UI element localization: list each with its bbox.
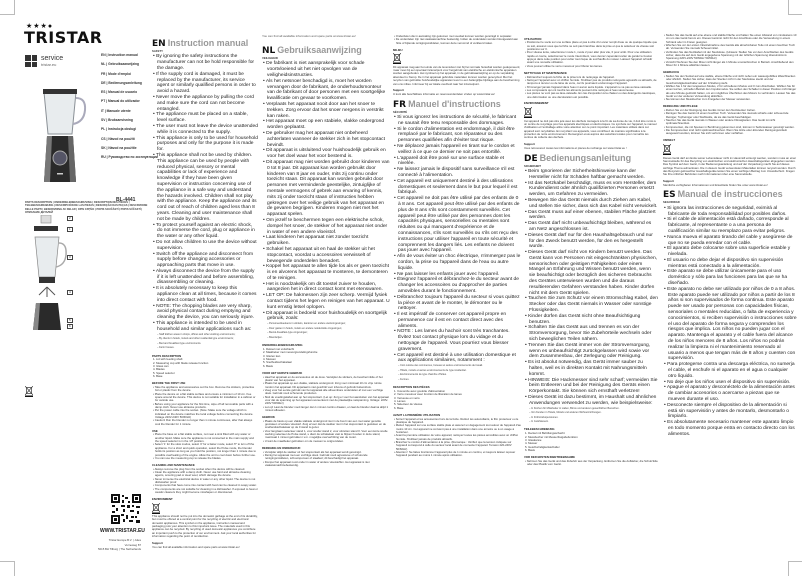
list-item: • Dit apparaat is uitsluitend voor huishoudelijk gebruik en voor het doel waar het voor bestemd is.: [262, 148, 390, 160]
list-item: • Positionner le socle sur une surface plane et pas à côté d'un évier rempli d'eau ou de quelque liquide que ce soit, assurez-vous que la fiche ne soit pas branchée dans la prise et que le sélecteur de vitesse soit positionné sur 0.: [524, 41, 658, 51]
instruction-list: [262, 348, 390, 368]
list-item: • No deje que los niños usen el dispositivo sin supervisión.: [663, 380, 797, 386]
weee-bin-icon: [152, 503, 160, 513]
list-item: • Débranchez toujours la fiche de la prise lors du nettoyage de l'appareil.: [524, 76, 658, 79]
instruction-list: [393, 35, 521, 45]
list-item: • Do not allow children to use the device without supervision.: [152, 240, 258, 252]
list-item: • Sortez l'appareil et les accessoires hors de la boîte. Retirez les autocollants, le film protecteur ou le plastique de l'appareil.: [393, 418, 521, 425]
list-item: – In Küchen für Mitarbeiter in Läden, Büros und anderen gewerblichen Bereichen.: [524, 407, 658, 412]
list-item: – Personeelskeukens in winkels, kantoren en andere werkomgevingen;: [262, 322, 390, 327]
instruction-list: [524, 432, 658, 452]
section-title: [524, 153, 658, 165]
language-code: DE: [524, 153, 538, 164]
callout-label: 1: [69, 227, 71, 231]
instruction-list: [393, 364, 521, 382]
subsection-heading: VEILIGHEID: [262, 56, 278, 60]
weee-bin-icon: [663, 144, 671, 154]
list-item: • Plaats de basis op een vlakke stabiele ondergrond niet in de buurt van een met water gevulde gootsteen of andere vloeistof. Zorg ervoor dat de stekker niet in het stopcontact is gestoken en de snelheidsschakelaar op de 0 stand is gezet.: [262, 420, 390, 430]
list-item: • El usuario no debe dejar el dispositivo sin supervisión mientras está conectado a la alimentación.: [663, 258, 797, 270]
list-item: • Cet appareil est uniquement destiné à des utilisations domestiques et seulement dans le but pour lequel il est fabriqué.: [393, 179, 521, 196]
column-nl: [262, 34, 390, 467]
subsection-heading: Support: [152, 541, 163, 545]
list-item: • Stellen Sie das Gerät auf eine ebene und stabile Fläche und halten Sie einen Abstand von mindestens 10 cm um das Gerät herum ein. Dieses Gerät ist nicht für den Anschluss oder die Verwendung in einem Schrank oder im Freien geeignet.: [663, 34, 797, 44]
list-item: • Mettez l'appareil sur une surface stable plate et assurez un dégagement tout autour de l'appareil d'au moins 10 cm. Cet appareil ne convient pas à une installation dans une armoire ou à un usage à l'extérieur.: [393, 424, 521, 434]
section-title: [393, 99, 521, 111]
list-item: • Caution! Run the blender no longer than 1 minute continuous, after that always cool the blender for 1 minute.: [152, 419, 258, 426]
list-item: 3. Glass can: [153, 364, 169, 369]
list-item: • Ne pas laisser les enfants jouer avec l'appareil.: [393, 272, 521, 278]
list-item: • Always remove the plug from the socket when the device will be cleaned.: [152, 468, 258, 471]
subsection-heading: REINIGING EN ONDERHOUD: [262, 445, 301, 450]
address-line: 5015 BH Tilburg | The Netherlands: [98, 547, 141, 551]
list-item: • Si ignora las instrucciones de seguridad, eximirá al fabricante de toda responsabilidad por posibles daños.: [663, 206, 797, 218]
subsection-heading: ONDERDELENBESCHRIJVING: [262, 343, 303, 348]
list-item: – Boerderijen.: [262, 336, 390, 341]
list-item: – Farm houses.: [152, 346, 258, 351]
list-item: • The user must not leave the device unattended while it is connected to the supply.: [152, 124, 258, 136]
paragraph: Vous retrouverez toutes les informations et pièces de rechange sur www.tristar.eu !: [524, 146, 627, 151]
list-item: • Om jezelf te beschermen tegen een elektrische schok, dompel het snoer, de stekker of het apparaat niet onder in water of een andere vloeistof.: [262, 218, 390, 235]
list-item: • Verwijder altijd de stekker uit het stopcontact als het apparaat wordt gereinigd.: [262, 451, 390, 454]
list-item: • Dieses Gerät darf nicht von Kindern benutzt werden. Das Gerät kann von Personen mit eingeschränkten physischen, sensorischen oder geistigen Fähigkeiten oder einem Mangel an Erfahrung und Wissen benutzt werden, wenn sie beaufsichtigt oder bezüglich des sicheren Gebrauchs des Gerätes unterwiesen wurden und die daraus resultierenden Gefahren verstanden haben. Kinder dürfen nicht mit dem Gerät spielen.: [524, 250, 658, 296]
list-item: 3. Glazen kan: [263, 353, 281, 358]
model-number: BL-4441: [116, 197, 136, 203]
subsection-heading: UMWELT: [663, 138, 676, 143]
list-item: • Kinder dürfen das Gerät nicht ohne Beaufsichtigung benutzen.: [524, 314, 658, 326]
list-item: – Door gasten in hotels, motels en andere residentiële omgevingen;: [262, 327, 390, 332]
list-item: • Koppel het apparaat te allen tijde los als er geen toezicht is en alvorens het apparaat te monteren, te demonteren of te reinigen.: [262, 264, 390, 281]
list-item: – In Gutshäusern.: [524, 420, 658, 425]
instruction-list: [262, 61, 390, 322]
list-item: • This appliance is intended to be used in household and similar applications such as:: [152, 321, 258, 333]
logo-stars: ★★★●: [26, 23, 54, 30]
service-url: tristar.eu: [41, 62, 57, 67]
list-item: • Place the device on a flat stable surface and ensure a minimum of 10 cm. free space around the device. This device is not suitable for installation in a cabinet or for outside use.: [152, 393, 258, 403]
section-title: [152, 38, 258, 50]
list-item: • Schalten Sie das Gerät aus und trennen es von der Stromversorgung, bevor Sie Zubehörteile wechseln oder sich beweglichen Teilen nähern.: [524, 325, 658, 342]
subsection-heading: PARTS DESCRIPTION: [152, 353, 182, 358]
environment-paragraph: [524, 106, 658, 139]
list-item: • Schakel het apparaat uit en haal de stekker uit het stopcontact, voordat u accessoires verwisselt of bewegende onderdelen benadert.: [262, 247, 390, 264]
subsection-heading: GEBRUIK: [262, 414, 275, 419]
list-item: 6. Base: [394, 405, 404, 410]
column-nl-fr: [393, 35, 521, 458]
list-item: • Take the appliance and accessories out the box. Remove the stickers, protective foil or plastic from the device.: [152, 386, 258, 393]
list-item: • It is absolutely necessary to keep this appliance clean at all times, because it comes into direct contact with food.: [152, 286, 258, 303]
service-label: service: [41, 55, 64, 62]
list-item: • Ist das Netzkabel beschädigt, muss es vom Hersteller, dem Kundendienst oder ähnlich qualifizierten Personen ersetzt werden, um Gefahren zu vermeiden.: [524, 181, 658, 198]
list-item: • Always disconnect the device from the supply if it is left unattended and before assembling, disassembling or cleaning.: [152, 269, 258, 286]
instruction-list: [663, 75, 797, 102]
subsection-heading: MILIEU: [393, 47, 403, 52]
list-item: • Put the power cable into the socket. (Note: Make sure the voltage which is indicated on the device matches the local voltage before connecting the device. Voltage 220V-240V 50/60Hz): [152, 409, 258, 419]
list-item: • Onderdelen die in aanraking zijn gekomen met voedsel kunnen worden gereinigd in sopwater.: [393, 35, 521, 38]
instruction-list: [152, 54, 258, 332]
subsection-heading: ENVIRONNEMENT: [524, 101, 549, 106]
subsection-heading: VOOR HET EERSTE GEBRUIK: [262, 370, 303, 375]
instruction-list: [262, 420, 390, 443]
language-index: [101, 51, 158, 163]
list-item: • Ne déplacez jamais l'appareil en tirant sur le cordon et veillez à ce que ce dernier ne soit pas entortillé.: [393, 144, 521, 156]
callout-label: 6: [69, 324, 71, 328]
subsection-heading: SICHERHEIT: [524, 163, 541, 168]
list-item: • Sluit de voedingskabel aan op het stopcontact. (Let op: Zorg er voor het aansluiten van het apparaat voor dat de spanning op het apparaat overeenkomt met de plaatselijke netspanning. Voltage: 220V-240V 50/60Hz): [262, 396, 390, 406]
paragraph: U kunt alle beschikbare informatie en reserveonderdelen vinden op www.tristar.eu!: [393, 92, 495, 97]
list-item: • Bewegen Sie das Gerät niemals durch Ziehen am Kabel, und stellen Sie sicher, dass sich das Kabel nicht verwickelt.: [524, 198, 658, 210]
list-item: 5. Sélecteur de vitesse: [394, 402, 423, 407]
weee-bin-icon: [393, 53, 401, 63]
list-item: • Voor langzaam selecteer stand 1, voor sneller stand 2, voor uitzetten stand 0. Voor een korte snelle werking selecteer de Pulse stand, u dient de schakelaar vast te blijven houden in deze stand, maximaal 1 minuut gebruiken i.v.m. mogelijke oververhitting van de motor.: [262, 430, 390, 440]
list-item: 6. Base: [153, 374, 163, 379]
list-item: • NOTE : Les lames du hachoir sont très tranchantes. Évitez tout contact physique lors du vidage et du nettoyage de l'appareil. Vous pourriez vous blesser gravement.: [393, 329, 521, 352]
instruction-list: [152, 333, 258, 351]
list-item: • The components are not suitable for cleaning in a dishwasher. If exposed to heat or caustic cleaners they might become misshapen or discoloured.: [152, 488, 258, 495]
list-item: • El aparato debe colocarse sobre una superficie estable y nivelada.: [663, 246, 797, 258]
list-item: • By ignoring the safety instructions the manufacturer can not be hold responsible for the damage.: [152, 54, 258, 71]
website-link[interactable]: WWW.TRISTAR.EU: [100, 528, 145, 534]
section-title-text: Manuel d'instructions: [408, 98, 501, 109]
instruction-list: [524, 460, 658, 467]
list-item: 3. Glaskanne: [525, 438, 542, 443]
instruction-list: [663, 206, 797, 438]
paragraph: Sämtliche verfügbaren Informationen und Ersatzteile finden Sie unter www.tristar.eu!: [663, 182, 768, 187]
list-item: • Es absolutamente necesario mantener este aparato limpio en todo momento porque entra en contacto directo con los alimentos.: [663, 420, 797, 437]
instruction-list: [262, 322, 390, 340]
list-item: 4. Lames: [394, 399, 406, 404]
list-item: • Trennen Sie das Gerät immer von der Stromversorgung, wenn es unbeaufsichtigt zurückgelassen wird sowie vor dem Zusammenbau, der Zerlegung oder Reinigung.: [524, 343, 658, 360]
subsection-heading: AVANT LA PREMIÈRE UTILISATION: [393, 412, 441, 417]
language-item: SK | Návod na použitie: [101, 145, 137, 150]
list-item: • Verplaats het apparaat nooit door aan het snoer te trekken. Zorg ervoor dat het snoer nergens in verstrikt kan raken.: [262, 102, 390, 119]
list-item: • The appliance must be placed on a stable, level surface.: [152, 112, 258, 124]
subsection-heading: SAFETY: [152, 49, 164, 53]
list-item: • De gebruiker mag het apparaat niet onbeheerd achterlaten wanneer de stekker zich in het stopcontact bevindt.: [262, 131, 390, 148]
subsection-heading: ENVIRONMENT: [152, 496, 173, 501]
instruction-list: [393, 418, 521, 458]
list-item: • Avant la première utilisation de votre appareil, nettoyez toutes les pièces amovibles avec un chiffon humide. N'utilisez jamais de produits abrasifs.: [393, 434, 521, 441]
instruction-list: [262, 376, 390, 413]
subsection-heading: BEFORE THE FIRST USE: [152, 381, 186, 385]
language-item: SV | Bruksanvisning: [101, 118, 133, 123]
list-item: • Stellen Sie den Sockel auf eine stabile, ebene Fläche und nicht neben ein wassergefülltes Waschbecken oder ähnlich. Stellen Sie sicher, dass der Stecker nicht in der Steckdose steckt und der Geschwindigkeitsschalter auf der 0-Stellung steht.: [663, 75, 797, 85]
subsection-heading: VOR DER ERSTEN INBETRIEBNAHME: [524, 454, 575, 459]
subsection-heading: Support: [663, 179, 674, 184]
list-item: • Beim Ignorieren der Sicherheitshinweise kann der Hersteller nicht für Schäden haftbar gemacht werden.: [524, 169, 658, 181]
list-item: • L'appareil doit être posé sur une surface stable et nivelée.: [393, 156, 521, 168]
subsection-heading: Support: [393, 88, 404, 93]
list-item: – In Frühstückspensionen.: [524, 416, 658, 421]
list-item: • Ziehen Sie vor der Reinigung des Geräts immer den Netzstecker ziehen.: [663, 109, 797, 112]
subsection-heading: GEBRAUCH: [663, 69, 680, 74]
instruction-list: [393, 390, 521, 410]
address-line: Tristar Europe B.V. | Jules Verneweg 87: [108, 538, 141, 547]
list-item: 4. Messen: [263, 357, 276, 362]
list-item: 5. Speed selector: [153, 370, 175, 375]
list-item: • Het is noodzakelijk om dit toestel zuiver te houden, aangezien het in direct contact komt met etenswaren.: [262, 282, 390, 294]
language-item: EN | Instruction manual: [101, 53, 138, 57]
list-item: 1. Couvercle avec goulotte d'alimentation: [394, 389, 446, 394]
section-title: [663, 189, 797, 201]
subsection-heading: DESCRIPTION DES PIÈCES: [393, 385, 430, 390]
subsection-heading: SÉCURITÉ: [393, 109, 408, 114]
list-item: – Bed-&-breakfast-type omgevingen;: [262, 331, 390, 336]
crop-mark: [788, 0, 802, 15]
list-item: • Es ist absolut notwendig, das Gerät immer sauber zu halten, weil es in direkten Kontakt mit Nahrungsmitteln kommt.: [524, 360, 658, 377]
subsection-heading: Support: [524, 142, 535, 147]
list-item: • Dieses Gerät ist dazu bestimmt, im Haushalt und ähnlichen Anwendungen verwendet zu werden, wie beispielsweise:: [524, 395, 658, 407]
list-item: – Coin cuisine des commerces, bureaux et autres environnements de travail.: [393, 364, 521, 369]
list-item: • Pour vitesse lente, sélectionner mode 1, mode 2 pour aller plus vite, 0 pour arrêt. Pour une utilisation rapide et courte, sélectionnez le mode Intermittent, vous devrez cependant éviter de garder le bouton appuyé dans cette position pour éviter tout risque de surchauffe du moteur. Laissez l'appareil refroidir avant une nouvelle utilisation.: [524, 51, 658, 64]
instruction-list: [152, 358, 258, 378]
weee-bin-icon: [25, 386, 33, 397]
section-title-text: Gebruiksaanwijzing: [277, 45, 362, 55]
list-item: 5. Snelheidsschakelaar: [263, 360, 292, 365]
subsection-heading: REINIGUNG UND PFLEGE: [663, 104, 698, 109]
list-item: • Dieses Gerät darf nur für den Haushaltsgebrauch und nur für den Zweck benutzt werden, für den es hergestellt wurde.: [524, 233, 658, 250]
subsection-heading: UTILISATION: [524, 36, 542, 41]
list-item: • To protect yourself against an electric shock, do not immerse the cord, plug or appliance in the water or any other liquid.: [152, 223, 258, 240]
list-item: • You can use the measuring cup to release the blades.: [152, 457, 258, 460]
environment-paragraph: [393, 52, 521, 85]
column-fr-de: [524, 34, 658, 467]
list-item: • Dit apparaat mag niet worden gebruikt door kinderen van 0 tot 8 jaar. Dit apparaat kan worden gebruikt door kinderen van 8 jaar en ouder, mits zij continu onder toezicht staan. Dit apparaat kan worden gebruikt door personen met verminderde geestelijke, zintuiglijke of mentale vermogens of gebrek aan ervaring of kennis, mits zij onder toezicht staan of instructies hebben gekregen over het veilige gebruik van het apparaat en de gevaren begrijpen. Kinderen mogen niet met het apparaat spelen.: [262, 160, 390, 218]
list-item: • Il est impératif de conserver cet appareil propre en permanence car il est en contact direct avec des aliments.: [393, 312, 521, 329]
list-item: 5. Geschwindigkeitsschalter: [525, 444, 560, 449]
parts-description-header: PARTS DESCRIPTION | ONDERDELENBESCHRIJVING | DESCRIPTION DES PIÈCES | TEILEBESCHREIBUNG | DESCRIPCIÓN DE LAS PIEZAS | DESCRIÇÃO DAS PEÇAS | DESCRIZIONE DELLE PARTI | BESKRIVNING AV DELAR | OPIS CZĘŚCI | POPIS SOUČÁSTÍ | POPIS SÚČASTÍ | ОПИСАНИЕ ДЕТАЛЕЙ: [25, 201, 148, 215]
list-item: • Reinig het apparaat met een vochtige doek. Gebruik nooit agressieve of schurende reinigingsmiddelen, schuursponsen of staalwol; dit beschadigt het apparaat.: [262, 454, 390, 461]
language-item: FR | Mode d'emploi: [101, 71, 132, 76]
list-item: • De fabrikant is niet aansprakelijk voor schade voortvloeiend uit het niet opvolgen van de veiligheidsinstructies.: [262, 61, 390, 78]
list-item: • Before using your appliance for the first time, wipe off all removable parts with a damp cloth. Never use abrasive products.: [152, 403, 258, 410]
list-item: • HINWEIS: Die Hackmesser sind sehr scharf; vermeiden Sie beim Entleeren und bei der Reinigung des Geräts einen Körperkontakt. Sie können sich ernsthaft verletzen!: [524, 378, 658, 395]
list-item: • Verbinden Sie das Netzkabel mit der Steckdose. (Hinweis: Stellen Sie vor dem Anschließen des Geräts sicher, dass die auf dem Gerät angegebene Spannung mit der örtlichen Spannung übereinstimmt. Spannung 220V-240V 50/60Hz 50/60Hz): [663, 51, 797, 61]
list-item: • Vous pouvez utiliser le verre mesureur pour libérer les lames.: [524, 65, 658, 68]
list-item: • Tauchen Sie das Gerät niemals in Wasser oder andere Flüssigkeiten. Das Gerät ist nicht spülmaschinenfest.: [663, 119, 797, 126]
subsection-heading: TEILEBESCHREIBUNG: [524, 427, 555, 432]
list-item: • N'immergez jamais l'appareil dans l'eau ni aucun autre liquide. L'appareil ne va pas au lave-vaisselle.: [524, 86, 658, 89]
list-item: • Apague el aparato y desconéctelo de la alimentación antes de cambiar accesorios o acercarse a piezas que se mueven durante el uso.: [663, 385, 797, 402]
list-item: • Nehmen Sie das Gerät und das Zubehör aus der Verpackung. Entfernen Sie die Aufkleber, die Schutzfolie oder das Plastik vom Gerät.: [524, 460, 658, 467]
list-item: • U kunt de maatbeker gebruiken om de messen te ontgrendelen.: [262, 440, 390, 443]
list-item: 1. Deckel mit Befüllungsschacht: [525, 431, 565, 436]
list-item: 6. Basis: [263, 363, 273, 368]
list-item: – Von Kunden in Hotels, Motels und anderen Wohneinrichtungen.: [524, 411, 658, 416]
company-address: [96, 538, 141, 552]
list-item: • Komponenten, die mit Speisen in Berührung gekommen sind, können in Seifenwasser gereinigt werden.: [663, 126, 797, 129]
list-item: • Si le cordon d'alimentation est endommagé, il doit être remplacé par le fabricant, son réparateur ou des personnes qualifiées afin d'éviter tout risque.: [393, 127, 521, 144]
list-item: • Components that have come into contact with food can be cleaned in soapy water.: [152, 484, 258, 487]
environment-text: This appliance should not be put into the domestic garbage at the end of its durability, but must be offered at a central point for the recycling of electric and electronic domestic appliances. This symbol on the appliance, instruction manual and packaging puts your attention to this important issue. The materials used in this appliance can be recycled. By recycling of used domestic appliances you contribute an important push to the protection of our environment. Ask your local authorities for information regarding the point of recollection.: [152, 514, 258, 539]
language-code: EN: [152, 39, 166, 49]
qr-code: [111, 494, 141, 524]
instruction-list: [393, 115, 521, 364]
list-item: • Clean the appliance with a damp cloth. Never use hard and abrasive cleaning agents, scouring pad or steel wool, which damage the device.: [152, 471, 258, 478]
list-item: • Si vous ignorez les instructions de sécurité, le fabricant ne saurait être tenu responsable des dommages.: [393, 115, 521, 127]
subsection-heading: NETTOYAGE ET MAINTENANCE: [524, 70, 567, 75]
list-item: • Ne laissez jamais le dispositif sans surveillance s'il est connecté à l'alimentation.: [393, 167, 521, 179]
list-item: • De onderdelen zijn niet vaatwasmachine bestendig. Indien de onderdelen worden blootgesteld aan hitte of bijtende reinigingsmiddelen, kunnen deze vervormd of verkleurd raken.: [393, 38, 521, 45]
section-title: [262, 45, 390, 57]
service-badge: [25, 55, 63, 67]
subsection-heading: USE: [152, 428, 158, 433]
list-item: • Afin de vous éviter un choc électrique, n'immergez pas le cordon, la prise ou l'appareil dans de l'eau ou autre liquide.: [393, 254, 521, 271]
environment-paragraph: [663, 143, 797, 176]
list-item: • Wischen Sie vor der ersten Inbetriebnahme des Geräts alle abnehmbaren Teile mit einem feuchten Tuch ab. Verwenden Sie niemals Scheuermittel.: [663, 44, 797, 51]
list-item: • Das Gerät darf nicht unbeaufsichtigt bleiben, während es am Netz angeschlossen ist.: [524, 221, 658, 233]
instruction-list: [152, 433, 258, 460]
language-code: NL: [262, 46, 276, 56]
list-item: • Les composants qui ont touché les aliments peuvent être nettoyés à l'eau savonneuse.: [524, 89, 658, 92]
list-item: – Environnements de type chambre d'hôtes.: [393, 373, 521, 378]
language-item: RU | Руководство по эксплуатации: [101, 155, 158, 160]
list-item: • Cet appareil ne doit pas être utilisé par des enfants de 0 à 8 ans. Cet appareil peut être utilisé par des enfants de plus de 8 ans s'ils sont constamment surveillés. Cet appareil peut être utilisé par des personnes dont les capacités physiques, sensorielles ou mentales sont réduites ou qui manquent d'expérience et de connaissances, s'ils sont surveillés ou s'ils ont reçu des instructions pour utiliser l'appareil en toute sécurité et comprennent les dangers liés. Les enfants ne doivent pas jouer avec l'appareil.: [393, 196, 521, 254]
list-item: • Este aparato no debe ser utilizado por niños de 0 a 8 años. Este aparato puede ser utilizado por niños a partir de los 8 años si son supervisados de forma continua. Este aparato puede ser usado por personas con capacidades físicas, sensoriales o mentales reducidas, o falta de experiencia y conocimientos, si reciben supervisión o instrucciones sobre el uso del aparato de forma segura y comprenden los riesgos que implica. Los niños no pueden jugar con el aparato. Mantenga el aparato y el cable fuera del alcance de los niños menores de 8 años. Los niños no podrán realizar la limpieza ni el mantenimiento reservado al usuario a menos que tengan más de 8 años y cuenten con supervisión.: [663, 287, 797, 362]
list-item: • Never move the appliance by pulling the cord and make sure the cord can not become entangled.: [152, 95, 258, 112]
callout-label: 3: [69, 255, 71, 259]
language-code: FR: [393, 99, 407, 110]
instruction-list: [152, 386, 258, 426]
list-item: • Éteignez l'appareil et débranchez-le du secteur avant de changer les accessoires ou d'approcher de parties amovibles durant le fonctionnement.: [393, 277, 521, 294]
weee-bin-icon: [524, 107, 532, 117]
list-item: • Select '1' for the slow modus, select '2' for a faster mode, select 'P' to turn off the appliance. For a short and quick operation, select the Pulse mode, the blender holds its position as long as you hold the position, not longer than 1 minute due to possible overheating of the engine. Allow the unit to cool down before further use.: [152, 443, 258, 456]
list-item: • Desconecte siempre el dispositivo de la alimentación si está sin supervisión y antes de montarlo, desmontarlo o limpiarlo.: [663, 403, 797, 420]
environment-text: Cet appareil ne doit pas être jeté avec les déchets ménagers à la fin de sa durée de vie, il doit être remis à un centre de recyclage pour les appareils électriques et électroniques. Ce symbole sur l'appareil, le manuel d'utilisation et l'emballage attire votre attention sur ce point important. Les matériaux utilisés dans cet appareil sont recyclables. En recyclant vos appareils, vous contribuez de manière significative à la protection de notre environnement. Renseignez-vous auprès des autorités locales pour connaître les centres de collecte des déchets.: [524, 118, 657, 140]
list-item: • LET OP: De hakmessen zijn zeer scherp. Vermijd fysiek contact tijdens het legen en reinigen van het apparaat. U kunt ernstig letsel oplopen.: [262, 293, 390, 310]
instruction-list: [524, 407, 658, 425]
paragraph: You can find all available information and spare parts at www.tristar.eu!: [152, 544, 240, 549]
list-item: – Bed and breakfast type environments.: [152, 342, 258, 347]
instruction-list: [663, 34, 797, 67]
list-item: 2. Maatbeker met mesvergrendelingsfunctie: [263, 350, 318, 355]
list-item: • Vorsicht! Nehmen Sie den Mixer nicht länger als 1 Minute ununterbrochen in Betrieb. Anschließend den Mixer für 1 Minute abkühlen lassen.: [663, 61, 797, 68]
list-item: • Débranchez toujours l'appareil du secteur si vous quittez la pièce et avant de le monter, le démonter ou le nettoyer.: [393, 295, 521, 312]
instruction-list: [262, 451, 390, 468]
list-item: • Switch off the appliance and disconnect from supply before changing accessories or approaching parts that move in use.: [152, 252, 258, 269]
list-item: – Fermes.: [393, 378, 521, 383]
list-item: • Never immerse the electrical device in water or any other liquid. The device is not dishwasher proof.: [152, 478, 258, 485]
list-item: – Staff kitchen areas in shops, offices and other working environments;: [152, 333, 258, 338]
list-item: 4. Messer: [525, 441, 538, 446]
list-item: • Para protegerse contra una descarga eléctrica, no sumerja el cable, el enchufe ni el aparato en el agua o cualquier otro líquido.: [663, 362, 797, 379]
language-item: CS | Návod na použití: [101, 136, 135, 141]
list-item: • Place the base on a flat stable surface, not near a sink filled with any water or another liquid. Make sure the appliance is not connected to the main supply and the speed selector is in the 'off' position.: [152, 433, 258, 443]
list-item: • Reinigen Sie das Gerät mit einem feuchten Tuch. Verwenden Sie niemals scharfe oder scheuernde Reiniger, Topfreiniger oder Stahlwolle, da sie das Gerät beschädigen.: [663, 112, 797, 119]
list-item: • Sie können den Messbecher zum Freigeben der Messer verwenden.: [663, 98, 797, 101]
list-item: • NOTE: The chopping blades are very sharp, avoid physical contact during emptying and cleaning the device, you can seriously injure.: [152, 304, 258, 321]
list-item: 1. Deksel met vulschacht: [263, 347, 295, 352]
instruction-list: [524, 76, 658, 99]
list-item: • Branchez le cordon d'alimentation à la prise. (Remarque : Vérifiez que la tension indiquée sur l'appareil correspond à celle du secteur local avant de connecter l'appareil. Tension 220-240V 50/60Hz): [393, 441, 521, 451]
language-item: PL | Instrukcja obsługi: [101, 127, 137, 132]
list-item: 4. Blades: [153, 367, 165, 372]
list-item: • Attention ! Ne faites fonctionner l'appareil plus de 1 minute en continu, et toujours laisser reposer l'appareil pendant au moins 1 minute après utilisation.: [393, 451, 521, 458]
list-item: – By clients in hotels, motels and other residential type environments;: [152, 337, 258, 342]
list-item: 3. Verseuse en verre: [394, 395, 420, 400]
list-item: • Tauchen Sie zum Schutz vor einem Stromschlag Kabel, den Stecker oder das Gerät niemals in Wasser oder sonstige Flüssigkeiten.: [524, 296, 658, 313]
list-item: 2. Messbecher mit Messerfreigabefunktion: [525, 434, 578, 439]
section-title-text: Bedienungsanleitung: [539, 152, 632, 163]
environment-text: Dieses Gerät darf am Ende seiner Lebensdauer nicht im Hausmüll entsorgt werden, sondern muss an einer Sammelstelle für das Recycling von elektrischen und elektronischen Haushaltsgeräten abgegeben werden. Das Symbol auf dem Gerät, in der Bedienungsanleitung und auf der Verpackung macht Sie auf dieses wichtige Thema aufmerksam. Die in diesem Gerät verwendeten Materialien können recycelt werden. Durch das Recyceln gebrauchter Haushaltsgeräte leisten Sie einen wichtigen Beitrag zum Umweltschutz. Fragen Sie Ihre örtlichen Behörden nach Informationen über eine Sammelstelle.: [663, 155, 797, 177]
list-item: • Dompel het apparaat nooit onder in water of andere vloeistoffen. Het apparaat is niet vaatwasmachinebestendig.: [262, 461, 390, 468]
instruction-list: [524, 41, 658, 68]
language-item: NL | Gebruiksaanwijzing: [101, 62, 140, 67]
list-item: • Cet appareil est destiné à une utilisation domestique et aux applications similaires, notamment :: [393, 353, 521, 365]
list-item: • Veeg voor het eerste gebruik van het apparaat alle afneembare onderdelen af met een vochtige doek. Gebruik nooit schurende producten.: [262, 389, 390, 396]
list-item: • Die Komponenten sind nicht spülmaschinenfest. Wenn Sie Hitze oder ätzenden Reinigungsmitteln ausgesetzt werden, können Sie sich verformen oder verfärben.: [663, 129, 797, 136]
list-item: • Les pièces ne vont pas au lave-vaisselle. En cas d'exposition à la chaleur ou des détergents caustiques, une déformation ou une décoloration est possible.: [524, 92, 658, 99]
instruction-list: [524, 169, 658, 407]
list-item: • Laat kinderen het apparaat niet zonder toezicht gebruiken.: [262, 235, 390, 247]
language-item: DE | Bedienungsanleitung: [101, 80, 142, 85]
list-item: • Haal het apparaat en de accessoires uit de doos. Verwijder de stickers, de beschermfolie of het plastic van het apparaat.: [262, 376, 390, 383]
column-en: [152, 36, 258, 549]
list-item: 1. Lid with feeding shaft: [153, 357, 183, 362]
section-title-text: Instruction manual: [167, 38, 249, 48]
list-item: • Nettoyez l'appareil avec un chiffon humide. N'utilisez pas de produits nettoyants agressifs ou abrasifs, de tampons à récurer ou de laine de verre, car ils pourraient endommager l'appareil.: [524, 79, 658, 86]
list-item: 2. Verre mesureur avec fonction de libération de lames: [394, 392, 462, 397]
callout-label: 4: [69, 290, 71, 294]
tristar-logo: TRISTAR: [24, 28, 103, 47]
callout-label: 5: [69, 318, 71, 322]
list-item: • This appliance is only to be used for household purposes and only for the purpose it is made for.: [152, 136, 258, 153]
list-item: • Nunca mueva el aparato tirando del cable y asegúrese de que no se pueda enredar con el cable.: [663, 235, 797, 247]
list-item: 6. Basis: [525, 448, 535, 453]
language-item: ES | Manual de usuario: [101, 90, 138, 95]
list-item: • Het apparaat moet op een stabiele, vlakke ondergrond worden geplaatst.: [262, 119, 390, 131]
section-title-text: Manual de instrucciones: [677, 189, 783, 200]
list-item: – Hôtels, motels et autres environnements de type résidentiel.: [393, 369, 521, 374]
list-item: • Das Gerät muss auf einer ebenen, stabilen Fläche platziert werden.: [524, 210, 658, 222]
language-item: PT | Manual do utilizador: [101, 99, 140, 104]
list-item: • Let op! Laat de blender nooit langer dan 1 minuut continu draaien, en laat de blender daarna altijd 1 minuut afkoelen.: [262, 406, 390, 413]
list-item: • Als het netsnoer beschadigd is, moet het worden vervangen door de fabrikant, de onderhoudsmonteur van de fabrikant of door personen met een soortgelijke kwalificatie om gevaar te voorkomen.: [262, 79, 390, 102]
list-item: • Este aparato se debe utilizar únicamente para el uso doméstico y sólo para las funciones para las que se ha diseñado.: [663, 269, 797, 286]
qr-mini-icon: [25, 55, 37, 67]
list-item: • This appliance shall not be used by children. This appliance can be used by people with reduced physical, sensory or mental capabilities or lack of experience and knowledge if they have been given supervision or instruction concerning use of the appliance in a safe way and understand the hazards involved. Children shall not play with the appliance. Keep the appliance and its cord out of reach of children aged less than 8 years. Cleaning and user maintenance shall not be made by children.: [152, 153, 258, 223]
crop-mark: [788, 561, 802, 576]
column-de-es: [663, 34, 797, 438]
list-item: • Wählen Sie 1 für den langsamen Modus, 2 für schnelleren Modus und 0 zum Abschalten. Wählen Sie für einen kurzen, schnellen Betrieb den Impulsmodus. Sie sollten den Schalter in dieser Position nicht länger als eine Minute gedrückt halten, um ein mögliches Überhitzen des Motors zu verhindern. Lassen Sie das Gerät vor der weiteren Verwendung abkühlen.: [663, 85, 797, 98]
list-item: • Plaats het apparaat op een vlakke, stabiele ondergrond. Zorg voor minimaal 10 cm vrije ruimte rondom het apparaat. Dit apparaat is niet geschikt voor inbouw of gebruik buitenshuis.: [262, 382, 390, 389]
list-item: • Si el cable de alimentación está dañado, corresponde al fabricante, al representante o a una persona de cualificación similar su reemplazo para evitar peligros.: [663, 217, 797, 234]
instruction-list: [663, 109, 797, 136]
blender-product-image: [38, 88, 90, 186]
callout-label: 2: [69, 216, 71, 220]
environment-text: Dit apparaat mag aan het einde van de levensduur niet bij het normale huisafval worden gedeponeerd, maar moet bij een speciaal inzamelpunt voor hergebruik van elektrische en elektronische apparaten worden aangeboden. Het symbool op het apparaat, in de gebruiksaanwijzing en op de verpakking attendeert u hierop. De in het apparaat gebruikte materialen kunnen worden gerecycled. Met het recyclen van gebruikte huishoudelijke apparaten levert u een belangrijke bijdrage aan de bescherming van ons milieu. Informeer bij uw lokale overheid naar het inzamelpunt.: [393, 64, 521, 86]
language-item: IT | Manuale utente: [101, 108, 131, 113]
instruction-list: [152, 468, 258, 495]
exploded-parts-diagram: [25, 215, 75, 330]
list-item: 2. Measuring cup with blade release function: [153, 360, 209, 365]
list-item: • Dit apparaat is bedoeld voor huishoudelijk en soortgelijk gebruik, zoals:: [262, 311, 390, 323]
subsection-heading: CLEANING AND MAINTENANCE: [152, 462, 195, 467]
list-item: • If the supply cord is damaged, it must be replaced by the manufacturer, its service agent or similarly qualified persons in order to avoid a hazard.: [152, 72, 258, 95]
website-note: You can find all available information and spare parts at www.tristar.eu!: [262, 34, 356, 38]
subsection-heading: SEGURIDAD: [663, 200, 680, 205]
language-code: ES: [663, 190, 676, 201]
environment-paragraph: [152, 502, 258, 539]
